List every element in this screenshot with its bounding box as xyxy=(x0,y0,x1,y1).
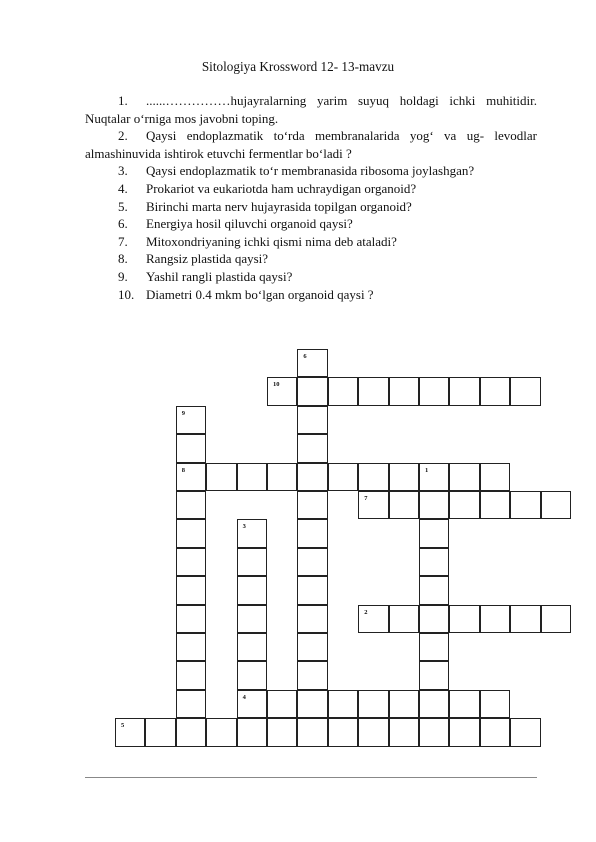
crossword-cell[interactable] xyxy=(297,491,327,519)
crossword-cell[interactable] xyxy=(237,548,267,576)
crossword-cell[interactable] xyxy=(176,548,206,576)
crossword-cell[interactable] xyxy=(419,377,449,405)
crossword-cell[interactable] xyxy=(419,661,449,689)
question-text: Birinchi marta nerv hujayrasida topilgan organoid? xyxy=(146,198,412,214)
crossword-cell[interactable] xyxy=(541,491,571,519)
question-text: Yashil rangli plastida qaysi? xyxy=(146,268,293,284)
crossword-cell[interactable] xyxy=(267,690,297,718)
question-number: 8. xyxy=(118,251,128,267)
clue-number-5: 5 xyxy=(121,722,125,730)
crossword-cell[interactable] xyxy=(480,463,510,491)
clue-number-2: 2 xyxy=(364,608,368,616)
crossword-cell[interactable] xyxy=(480,605,510,633)
crossword-cell[interactable] xyxy=(297,434,327,462)
clue-number-9: 9 xyxy=(181,409,186,417)
crossword-cell[interactable] xyxy=(541,605,571,633)
crossword-cell[interactable] xyxy=(449,690,479,718)
crossword-cell[interactable] xyxy=(358,690,388,718)
crossword-cell[interactable] xyxy=(237,690,267,718)
crossword-cell[interactable] xyxy=(389,377,419,405)
question-text: Diametri 0.4 mkm bo‘lgan organoid qaysi ? xyxy=(146,286,374,302)
clue-number-1: 1 xyxy=(425,466,429,474)
crossword-cell[interactable] xyxy=(358,491,388,519)
crossword-cell[interactable] xyxy=(237,605,267,633)
crossword-cell[interactable] xyxy=(297,548,327,576)
crossword-cell[interactable] xyxy=(328,463,358,491)
question-text: Prokariot va eukariotda ham uchraydigan organoid? xyxy=(146,180,417,196)
question-number: 6. xyxy=(118,216,128,232)
crossword-cell[interactable] xyxy=(419,491,449,519)
question-text: Qaysi endoplazmatik to‘r membranasida ribosoma joylashgan? xyxy=(146,163,475,179)
crossword-cell[interactable] xyxy=(510,491,540,519)
crossword-cell[interactable] xyxy=(176,434,206,462)
crossword-cell[interactable] xyxy=(237,633,267,661)
crossword-cell[interactable] xyxy=(419,548,449,576)
crossword-cell[interactable] xyxy=(510,718,540,746)
crossword-cell[interactable] xyxy=(297,519,327,547)
crossword-cell[interactable] xyxy=(389,605,419,633)
crossword-cell[interactable] xyxy=(267,463,297,491)
crossword-cell[interactable] xyxy=(449,491,479,519)
crossword-cell[interactable] xyxy=(358,377,388,405)
crossword-cell[interactable] xyxy=(176,690,206,718)
crossword-cell[interactable] xyxy=(176,491,206,519)
clue-number-3: 3 xyxy=(242,523,246,531)
crossword-cell[interactable] xyxy=(449,718,479,746)
crossword-cell[interactable] xyxy=(480,491,510,519)
crossword-cell[interactable] xyxy=(176,576,206,604)
crossword-cell[interactable] xyxy=(176,463,206,491)
question-text: Qaysi endoplazmatik to‘rda membranalarida yog‘ va ug- levodlar almashinuvida ishtirok etuvchi fermentlar bo‘ladi ? xyxy=(85,128,537,161)
question-number: 9. xyxy=(118,268,128,284)
crossword-cell[interactable] xyxy=(297,661,327,689)
crossword-cell[interactable] xyxy=(328,377,358,405)
crossword-cell[interactable] xyxy=(358,718,388,746)
question-number: 5. xyxy=(118,198,128,214)
crossword-cell[interactable] xyxy=(419,718,449,746)
crossword-cell[interactable] xyxy=(358,463,388,491)
crossword-cell[interactable] xyxy=(115,718,145,746)
question-number: 3. xyxy=(118,163,128,179)
crossword-cell[interactable] xyxy=(449,463,479,491)
crossword-cell[interactable] xyxy=(419,463,449,491)
clue-number-8: 8 xyxy=(181,466,186,474)
crossword-cell[interactable] xyxy=(389,718,419,746)
question-number: 4. xyxy=(118,180,128,196)
crossword-cell[interactable] xyxy=(328,718,358,746)
question-number: 1. xyxy=(118,93,128,108)
question-number: 2. xyxy=(118,128,128,144)
crossword-cell[interactable] xyxy=(449,605,479,633)
crossword-cell[interactable] xyxy=(419,519,449,547)
crossword-cell[interactable] xyxy=(510,605,540,633)
crossword-cell[interactable] xyxy=(176,661,206,689)
crossword-cell[interactable] xyxy=(419,633,449,661)
crossword-cell[interactable] xyxy=(297,377,327,405)
crossword-cell[interactable] xyxy=(297,406,327,434)
crossword-cell[interactable] xyxy=(297,349,327,377)
clue-number-7: 7 xyxy=(364,495,368,502)
crossword-cell[interactable] xyxy=(480,377,510,405)
crossword-cell[interactable] xyxy=(176,519,206,547)
crossword-cell[interactable] xyxy=(206,463,236,491)
question-text: Rangsiz plastida qaysi? xyxy=(146,251,269,267)
clue-number-4: 4 xyxy=(242,693,246,701)
footer-divider xyxy=(85,777,537,778)
crossword-cell[interactable] xyxy=(297,605,327,633)
crossword-cell[interactable] xyxy=(237,661,267,689)
crossword-cell[interactable] xyxy=(267,377,297,405)
crossword-cell[interactable] xyxy=(267,718,297,746)
crossword-cell[interactable] xyxy=(389,690,419,718)
crossword-cell[interactable] xyxy=(176,406,206,434)
crossword-cell[interactable] xyxy=(480,690,510,718)
question-text: ......……………hujayralarning yarim suyuq holdagi ichki muhitidir. Nuqtalar o‘rniga mos javobni toping. xyxy=(85,93,537,126)
question-number: 7. xyxy=(118,233,128,249)
crossword-cell[interactable] xyxy=(389,463,419,491)
crossword-cell[interactable] xyxy=(389,491,419,519)
crossword-cell[interactable] xyxy=(206,718,236,746)
crossword-cell[interactable] xyxy=(419,576,449,604)
crossword-cell[interactable] xyxy=(297,463,327,491)
crossword-cell[interactable] xyxy=(237,463,267,491)
crossword-cell[interactable] xyxy=(237,576,267,604)
crossword-cell[interactable] xyxy=(358,605,388,633)
crossword-cell[interactable] xyxy=(419,605,449,633)
crossword-cell[interactable] xyxy=(328,690,358,718)
crossword-cell[interactable] xyxy=(145,718,175,746)
crossword-cell[interactable] xyxy=(297,718,327,746)
question-text: Energiya hosil qiluvchi organoid qaysi? xyxy=(146,216,353,232)
page-title: Sitologiya Krossword 12- 13-mavzu xyxy=(201,59,395,74)
crossword-cell[interactable] xyxy=(237,718,267,746)
crossword-cell[interactable] xyxy=(176,718,206,746)
question-text: Mitoxondriyaning ichki qismi nima deb ataladi? xyxy=(146,233,397,249)
clue-number-6: 6 xyxy=(303,353,307,360)
question-number: 10. xyxy=(118,286,135,302)
crossword-cell[interactable] xyxy=(510,377,540,405)
crossword-cell[interactable] xyxy=(480,718,510,746)
crossword-cell[interactable] xyxy=(176,633,206,661)
crossword-cell[interactable] xyxy=(419,690,449,718)
clue-number-10: 10 xyxy=(273,381,280,389)
crossword-cell[interactable] xyxy=(237,519,267,547)
crossword-cell[interactable] xyxy=(449,377,479,405)
crossword-cell[interactable] xyxy=(297,576,327,604)
crossword-cell[interactable] xyxy=(297,633,327,661)
crossword-cell[interactable] xyxy=(297,690,327,718)
crossword-cell[interactable] xyxy=(176,605,206,633)
